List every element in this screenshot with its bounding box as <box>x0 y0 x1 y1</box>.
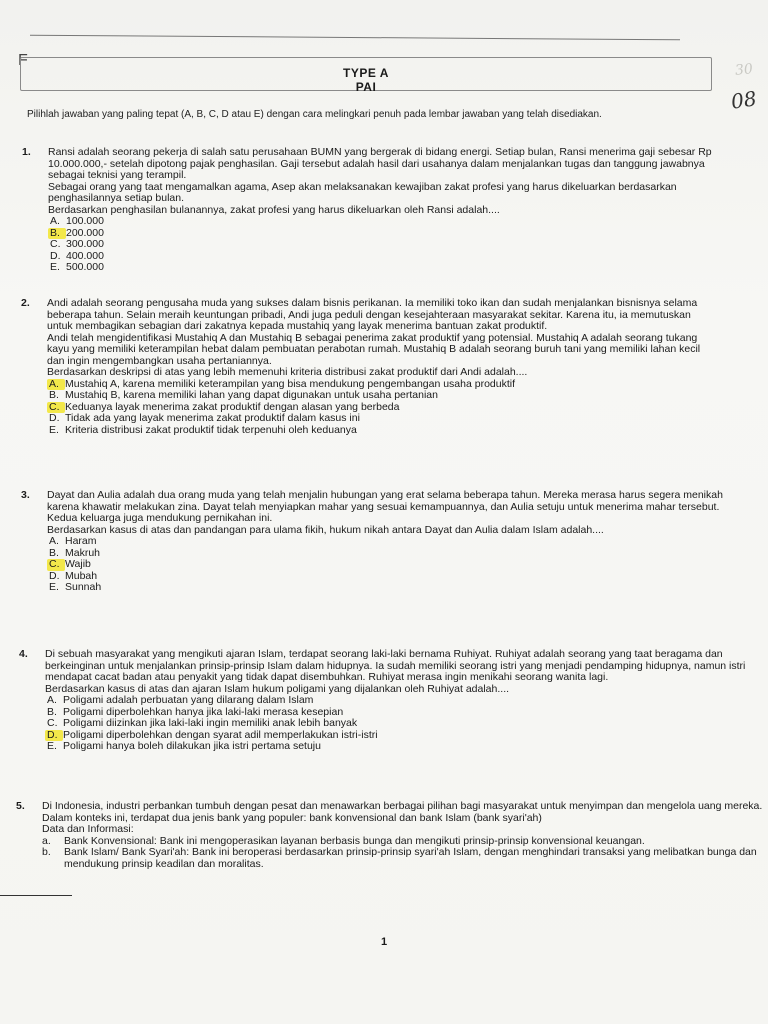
option-letter: A. <box>47 379 65 391</box>
option-list <box>48 216 712 274</box>
exam-type: TYPE A <box>343 66 389 80</box>
option-text: Keduanya layak menerima zakat produktif dengan alasan yang berbeda <box>65 400 400 413</box>
option-text: 200.000 <box>66 226 104 239</box>
option-letter: B. <box>47 705 57 718</box>
question-prompt: Berdasarkan deskripsi di atas yang lebih memenuhi kriteria distribusi zakat produktif dari Andi adalah.... <box>47 366 528 378</box>
option-letter: E. <box>47 740 57 752</box>
option-a[interactable] <box>47 536 737 548</box>
option-letter: D. <box>50 249 61 262</box>
option-letter: A. <box>50 215 60 227</box>
option-text: Sunnah <box>65 581 102 593</box>
question-2 <box>21 297 719 436</box>
option-d[interactable] <box>48 251 712 263</box>
option-text: Tidak ada yang layak menerima zakat produktif dalam kasus ini <box>65 412 360 424</box>
page-number: 1 <box>380 936 388 948</box>
option-letter: E. <box>49 581 59 593</box>
option-list <box>47 536 737 594</box>
question-prompt: Berdasarkan kasus di atas dan ajaran Islam hukum poligami yang dijalankan oleh Ruhiyat adalah.... <box>45 682 510 695</box>
exam-header <box>20 57 712 94</box>
question-stem: Sebagai orang yang taat mengamalkan agama, Asep akan melaksanakan kewajiban zakat profesi yang harus dikeluarkan berdasarkan penghasilannya setiap bulan. <box>48 180 677 204</box>
question-1 <box>22 146 712 274</box>
point-text: Bank Konvensional: Bank ini mengoperasikan layanan berbasis bunga dan mengikuti prinsip-prinsip konvensional keuangan. <box>64 834 645 847</box>
option-list <box>47 379 719 437</box>
question-stem: Di Indonesia, industri perbankan tumbuh dengan pesat dan menawarkan berbagai pilihan bagi masyarakat untuk menyimpan dan mengelola uang mereka. Dalam konteks ini, terdapat dua jenis bank yang populer: bank konvensional dan bank Islam (bank syari'ah) <box>42 800 763 824</box>
question-stem: Dayat dan Aulia adalah dua orang muda yang telah menjalin hubungan yang erat selama beberapa tahun. Mereka merasa harus segera menikah karena khawatir melakukan zina. Dayat telah menyiapkan mahar yang sesuai kemampuannya, dan Aulia setuju untuk menerima mahar tersebut. Kedua keluarga juga mendukung pernikahan ini. <box>47 489 723 524</box>
option-list <box>45 695 750 753</box>
option-text: Poligami hanya boleh dilakukan jika istri pertama setuju <box>63 740 321 752</box>
option-e[interactable] <box>45 741 750 753</box>
option-text: 500.000 <box>66 261 104 273</box>
question-number: 3. <box>21 489 30 501</box>
handwritten-faint-mark: 30 <box>734 61 754 79</box>
question-4 <box>19 648 750 753</box>
question-stem: Di sebuah masyarakat yang mengikuti ajaran Islam, terdapat seorang laki-laki bernama Ruhiyat. Ruhiyat adalah seorang yang taat beragama dan berkeinginan untuk menjalankan prinsip-prinsip Islam dalam hidupnya. Ia sudah memiliki seorang istri yang menjadi pendamping hidupnya, namun istri mendapat cacat badan atau penyakit yang tidak dapat disembuhkan. Ruhiyat merasa ingin menikahi seorang wanita lagi. <box>45 648 746 683</box>
question-prompt: Berdasarkan kasus di atas dan pandangan para ulama fikih, hukum nikah antara Dayat dan Aulia dalam Islam adalah.... <box>47 523 604 536</box>
option-a[interactable] <box>48 216 712 228</box>
data-heading: Data dan Informasi: <box>42 823 134 835</box>
corner-mark: F <box>18 52 28 69</box>
question-stem: Ransi adalah seorang pekerja di salah satu perusahaan BUMN yang bergerak di bidang energi. Setiap bulan, Ransi menerima gaji sebesar Rp 10.000.000,- setelah dipotong pajak penghasilan. Gaji tersebut adalah hasil dari usahanya dalam menjalankan tugas dan tanggung jawabnya sebagai teknisi yang terampil. <box>48 146 712 181</box>
option-letter: A. <box>49 535 59 547</box>
option-text: Poligami diperbolehkan dengan syarat adil memperlakukan istri-istri <box>63 728 378 741</box>
point-text: Bank Islam/ Bank Syari'ah: Bank ini beroperasi berdasarkan prinsip-prinsip syari'ah Islam, dengan menghindari transaksi yang melibatkan bunga dan mendukung prinsip keadilan dan moralitas. <box>64 846 757 870</box>
option-letter: B. <box>49 546 59 559</box>
option-text: Haram <box>65 535 97 547</box>
question-prompt: Berdasarkan penghasilan bulanannya, zakat profesi yang harus dikeluarkan oleh Ransi adalah.... <box>48 203 500 216</box>
option-b[interactable] <box>47 548 737 560</box>
question-stem: Andi adalah seorang pengusaha muda yang sukses dalam bisnis perikanan. Ia memiliki toko ikan dan sudah menjalankan bisnisnya selama beberapa tahun. Selain meraih keuntungan pribadi, Andi juga peduli dengan kesejahteraan masyarakat sekitar. Karena itu, ia memutuskan untuk membagikan sebagian dari zakatnya kepada mustahiq yang layak menerima bantuan zakat produktif. <box>47 297 698 332</box>
instructions-text: Pilihlah jawaban yang paling tepat (A, B, C, D atau E) dengan cara melingkari penuh pada lembar jawaban yang telah disediakan. <box>27 109 602 120</box>
option-letter: C. <box>50 238 61 250</box>
option-e[interactable] <box>48 262 712 274</box>
option-e[interactable] <box>47 582 737 594</box>
option-text: 300.000 <box>66 238 104 250</box>
option-text: Makruh <box>65 546 101 559</box>
point-letter: a. <box>42 834 51 847</box>
exam-subject: PAI <box>355 80 377 94</box>
option-letter: E. <box>50 261 60 273</box>
option-e[interactable] <box>47 425 719 437</box>
option-c[interactable] <box>45 718 750 730</box>
question-number: 2. <box>21 297 30 309</box>
option-letter: B. <box>49 389 59 401</box>
question-5 <box>16 800 764 870</box>
option-text: Mustahiq A, karena memiliki keterampilan yang bisa mendukung pengembangan usaha produktif <box>65 377 516 390</box>
question-number: 1. <box>22 146 31 158</box>
option-letter: B. <box>48 228 66 240</box>
option-b[interactable] <box>48 228 712 240</box>
question-stem: Andi telah mengidentifikasi Mustahiq A dan Mustahiq B sebagai penerima zakat produktif yang potensial. Mustahiq A adalah seorang tukang kayu yang memiliki keterampilan hebat dalam pembuatan perabotan rumah. Mustahiq B adalah seorang buruh tani yang memiliki lahan kecil dan ingin mengembangkan usaha pertaniannya. <box>47 331 701 367</box>
option-text: Poligami diperbolehkan hanya jika laki-laki merasa kesepian <box>63 705 344 718</box>
option-text: Kriteria distribusi zakat produktif tidak terpenuhi oleh keduanya <box>65 423 357 436</box>
option-text: Poligami adalah perbuatan yang dilarang dalam Islam <box>63 694 314 706</box>
option-letter: C. <box>47 717 58 729</box>
option-text: Wajib <box>65 558 91 570</box>
option-text: Mubah <box>65 569 98 582</box>
question-3 <box>21 489 737 594</box>
option-letter: D. <box>49 412 60 424</box>
option-letter: D. <box>45 730 63 742</box>
option-letter: E. <box>49 423 59 436</box>
option-letter: C. <box>47 402 65 414</box>
handwritten-score: 08 <box>729 86 758 114</box>
option-text: Mustahiq B, karena memiliki lahan yang dapat digunakan untuk usaha pertanian <box>65 389 438 401</box>
option-text: 400.000 <box>66 249 104 262</box>
option-c[interactable] <box>48 239 712 251</box>
strike-mark <box>0 895 72 896</box>
option-a[interactable] <box>45 695 750 707</box>
option-b[interactable] <box>47 390 719 402</box>
option-d[interactable] <box>47 571 737 583</box>
option-letter: D. <box>49 569 60 582</box>
option-d[interactable] <box>47 413 719 425</box>
option-letter: C. <box>47 559 65 571</box>
option-letter: A. <box>47 694 57 706</box>
question-number: 5. <box>16 800 25 812</box>
option-text: Poligami diizinkan jika laki-laki ingin memiliki anak lebih banyak <box>63 717 358 729</box>
top-divider <box>30 35 680 41</box>
point-letter: b. <box>42 846 51 858</box>
data-point-b <box>42 847 764 870</box>
question-number: 4. <box>19 648 28 660</box>
option-text: 100.000 <box>66 215 104 227</box>
option-c[interactable] <box>47 559 737 571</box>
